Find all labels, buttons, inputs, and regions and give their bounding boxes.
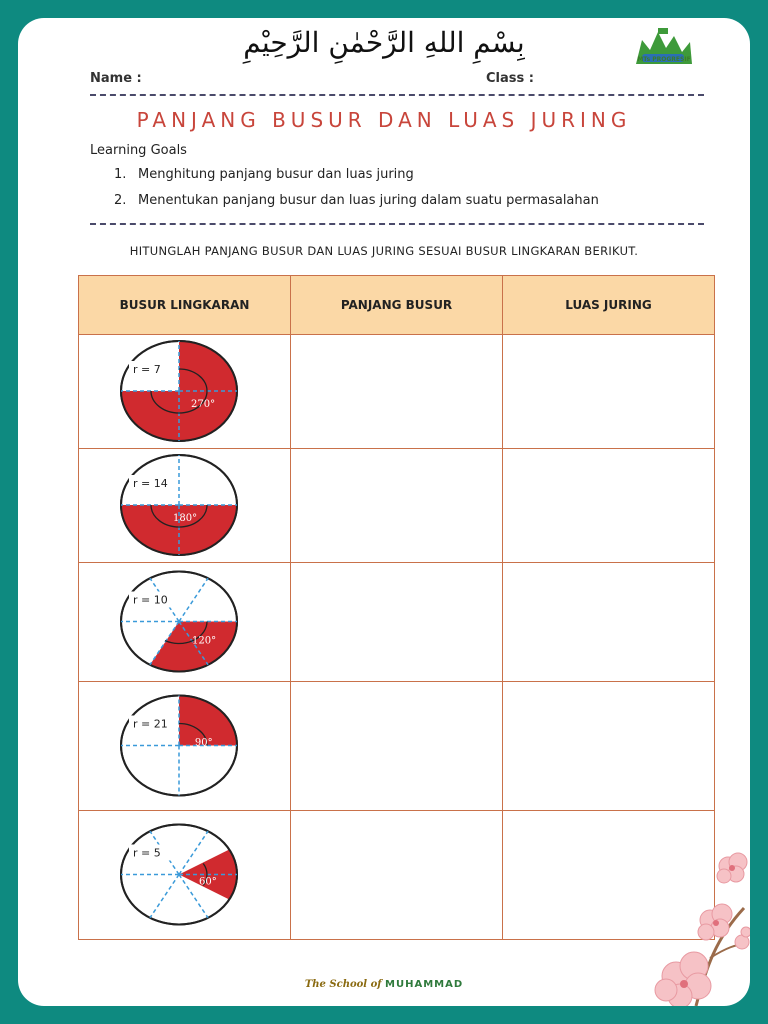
page-title: PANJANG BUSUR DAN LUAS JURING [136,108,632,132]
radius-label: r = 7 [133,363,161,376]
goal-item [114,167,414,182]
sector-diagram [79,682,289,809]
dashed-divider [90,94,704,96]
angle-label: 270° [191,399,216,410]
instruction-text: HITUNGLAH PANJANG BUSUR DAN LUAS JURING SESUAI BUSUR LINGKARAN BERIKUT. [129,244,639,258]
luas-juring-answer-cell[interactable] [503,335,715,449]
footer-name: MUHAMMAD [385,979,464,990]
luas-juring-answer-cell[interactable] [503,449,715,563]
header-busur-lingkaran: BUSUR LINGKARAN [79,276,291,335]
header-luas-juring: LUAS JURING [503,276,715,335]
table-row [79,563,715,682]
school-logo-icon [628,24,698,72]
header-panjang-busur: PANJANG BUSUR [291,276,503,335]
sector-diagram [79,811,289,938]
goals-heading: Learning Goals [90,143,187,158]
logo-text: MTs PROGRESIF [637,56,691,63]
radius-label: r = 10 [133,593,168,607]
table-row [79,449,715,563]
sector-diagram [79,335,289,447]
angle-label: 120° [192,635,217,647]
circle-diagram-cell [79,563,291,682]
footer-brand [18,979,750,990]
angle-label: 90° [194,737,213,749]
goal-number: 2. [114,193,127,208]
angle-label: 180° [173,513,198,524]
table-row [79,811,715,940]
panjang-busur-answer-cell[interactable] [291,335,503,449]
luas-juring-answer-cell[interactable] [503,682,715,811]
circle-diagram-cell [79,449,291,563]
angle-label: 60° [199,876,217,888]
radius-label: r = 21 [133,717,168,731]
circle-diagram-cell [79,335,291,449]
name-label: Name : [90,71,142,86]
sector-diagram [79,449,289,561]
class-label: Class : [486,71,534,86]
panjang-busur-answer-cell[interactable] [291,563,503,682]
exercise-table [78,275,715,940]
goal-text: Menentukan panjang busur dan luas juring dalam suatu permasalahan [138,193,599,208]
circle-diagram-cell [79,811,291,940]
footer-script: The School of [304,979,382,990]
panjang-busur-answer-cell[interactable] [291,449,503,563]
table-row [79,335,715,449]
bismillah-calligraphy: بِسْمِ اللهِ الرَّحْمٰنِ الرَّحِيْمِ [243,26,525,59]
goal-item [114,193,599,208]
worksheet [18,18,750,1006]
goal-text: Menghitung panjang busur dan luas juring [138,167,414,182]
luas-juring-answer-cell[interactable] [503,563,715,682]
dashed-divider [90,223,704,225]
table-row [79,682,715,811]
panjang-busur-answer-cell[interactable] [291,811,503,940]
radius-label: r = 14 [133,477,168,490]
circle-diagram-cell [79,682,291,811]
sector-diagram [79,563,289,680]
panjang-busur-answer-cell[interactable] [291,682,503,811]
goal-number: 1. [114,167,127,182]
radius-label: r = 5 [133,846,161,860]
